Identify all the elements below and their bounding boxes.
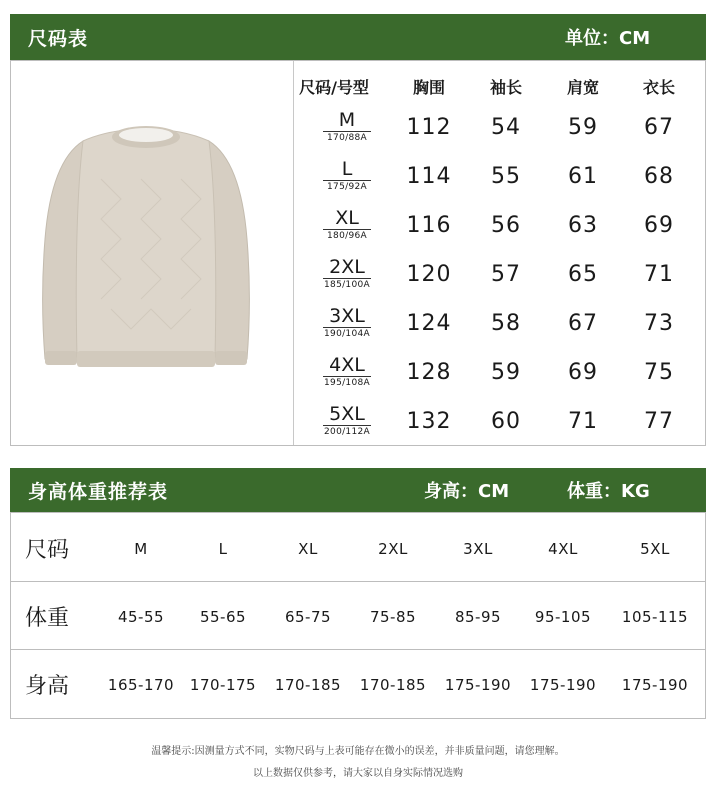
size-table-header bbox=[10, 14, 706, 60]
size-spec: 180/96A bbox=[323, 229, 371, 241]
cell-value: 170-185 bbox=[359, 676, 427, 694]
size-name: 3XL bbox=[329, 305, 365, 327]
sleeve-value: 54 bbox=[491, 115, 521, 140]
sleeve-value: 57 bbox=[491, 262, 521, 287]
cell-value: 175-190 bbox=[444, 676, 512, 694]
shoulder-value: 63 bbox=[568, 213, 598, 238]
size-label bbox=[309, 356, 385, 388]
size-spec: 170/88A bbox=[323, 131, 371, 143]
col-header-length: 衣长 bbox=[642, 78, 675, 97]
recommend-table bbox=[10, 512, 706, 719]
cell-value: 75-85 bbox=[369, 608, 417, 626]
size-row bbox=[11, 111, 705, 160]
cell-value: 165-170 bbox=[107, 676, 175, 694]
cell-value: XL bbox=[298, 540, 318, 558]
length-value: 71 bbox=[644, 262, 674, 287]
shoulder-value: 65 bbox=[568, 262, 598, 287]
cell-value: 4XL bbox=[548, 540, 578, 558]
size-row bbox=[11, 405, 705, 454]
cell-value: L bbox=[218, 540, 228, 558]
recommend-row-size bbox=[11, 513, 705, 582]
cell-value: M bbox=[134, 540, 148, 558]
shoulder-value: 59 bbox=[568, 115, 598, 140]
cell-value: 105-115 bbox=[621, 608, 689, 626]
size-spec: 185/100A bbox=[324, 280, 370, 290]
length-value: 75 bbox=[644, 360, 674, 385]
length-value: 69 bbox=[644, 213, 674, 238]
length-value: 73 bbox=[644, 311, 674, 336]
sleeve-value: 58 bbox=[491, 311, 521, 336]
length-value: 77 bbox=[644, 409, 674, 434]
size-spec: 195/108A bbox=[324, 378, 370, 388]
size-name: 5XL bbox=[329, 403, 365, 425]
chest-value: 112 bbox=[406, 115, 452, 140]
chest-value: 132 bbox=[406, 409, 452, 434]
size-label bbox=[309, 258, 385, 290]
cell-value: 5XL bbox=[640, 540, 670, 558]
size-name: L bbox=[341, 158, 353, 180]
cell-value: 65-75 bbox=[284, 608, 332, 626]
size-label bbox=[309, 405, 385, 437]
size-spec: 175/92A bbox=[323, 180, 371, 192]
shoulder-value: 69 bbox=[568, 360, 598, 385]
size-name: 4XL bbox=[329, 354, 365, 376]
size-name: M bbox=[338, 109, 356, 131]
cell-value: 170-185 bbox=[274, 676, 342, 694]
cell-value: 55-65 bbox=[199, 608, 247, 626]
sleeve-value: 56 bbox=[491, 213, 521, 238]
cell-value: 3XL bbox=[463, 540, 493, 558]
height-unit: 身高：CM bbox=[424, 481, 510, 502]
shoulder-value: 71 bbox=[568, 409, 598, 434]
size-row bbox=[11, 356, 705, 405]
recommend-row-height bbox=[11, 649, 705, 717]
size-spec: 200/112A bbox=[324, 427, 370, 437]
length-value: 68 bbox=[644, 164, 674, 189]
col-header-shoulder: 肩宽 bbox=[566, 78, 599, 97]
size-row bbox=[11, 209, 705, 258]
chest-value: 114 bbox=[406, 164, 452, 189]
chest-value: 124 bbox=[406, 311, 452, 336]
size-row bbox=[11, 258, 705, 307]
sleeve-value: 60 bbox=[491, 409, 521, 434]
cell-value: 2XL bbox=[378, 540, 408, 558]
chest-value: 116 bbox=[406, 213, 452, 238]
row-label: 体重 bbox=[25, 606, 70, 631]
size-row bbox=[11, 307, 705, 356]
length-value: 67 bbox=[644, 115, 674, 140]
size-label bbox=[309, 111, 385, 143]
weight-unit: 体重：KG bbox=[567, 481, 650, 502]
sleeve-value: 55 bbox=[491, 164, 521, 189]
sleeve-value: 59 bbox=[491, 360, 521, 385]
cell-value: 175-190 bbox=[621, 676, 689, 694]
cell-value: 85-95 bbox=[454, 608, 502, 626]
row-label: 尺码 bbox=[25, 538, 70, 563]
recommend-row-weight bbox=[11, 581, 705, 650]
shoulder-value: 67 bbox=[568, 311, 598, 336]
col-header-size: 尺码/号型 bbox=[299, 78, 369, 97]
shoulder-value: 61 bbox=[568, 164, 598, 189]
chest-value: 120 bbox=[406, 262, 452, 287]
size-label bbox=[309, 160, 385, 192]
recommend-table-title: 身高体重推荐表 bbox=[28, 480, 169, 503]
size-table bbox=[10, 60, 706, 446]
col-header-chest: 胸围 bbox=[412, 78, 445, 97]
size-table-title: 尺码表 bbox=[28, 27, 89, 50]
size-name: 2XL bbox=[329, 256, 365, 278]
size-table-unit: 单位：CM bbox=[565, 28, 651, 49]
size-label bbox=[309, 307, 385, 339]
col-header-sleeve: 袖长 bbox=[489, 78, 522, 97]
reference-note: 以上数据仅供参考，请大家以自身实际情况选购 bbox=[253, 768, 463, 779]
cell-value: 170-175 bbox=[189, 676, 257, 694]
cell-value: 175-190 bbox=[529, 676, 597, 694]
size-name: XL bbox=[335, 207, 359, 229]
row-label: 身高 bbox=[25, 674, 70, 699]
tip-note: 温馨提示:因测量方式不同，实物尺码与上表可能存在微小的误差，并非质量问题，请您理解。 bbox=[151, 746, 565, 757]
chest-value: 128 bbox=[406, 360, 452, 385]
cell-value: 95-105 bbox=[534, 608, 592, 626]
cell-value: 45-55 bbox=[117, 608, 165, 626]
size-row bbox=[11, 160, 705, 209]
size-spec: 190/104A bbox=[324, 329, 370, 339]
recommend-table-header bbox=[10, 468, 706, 512]
size-label bbox=[309, 209, 385, 241]
